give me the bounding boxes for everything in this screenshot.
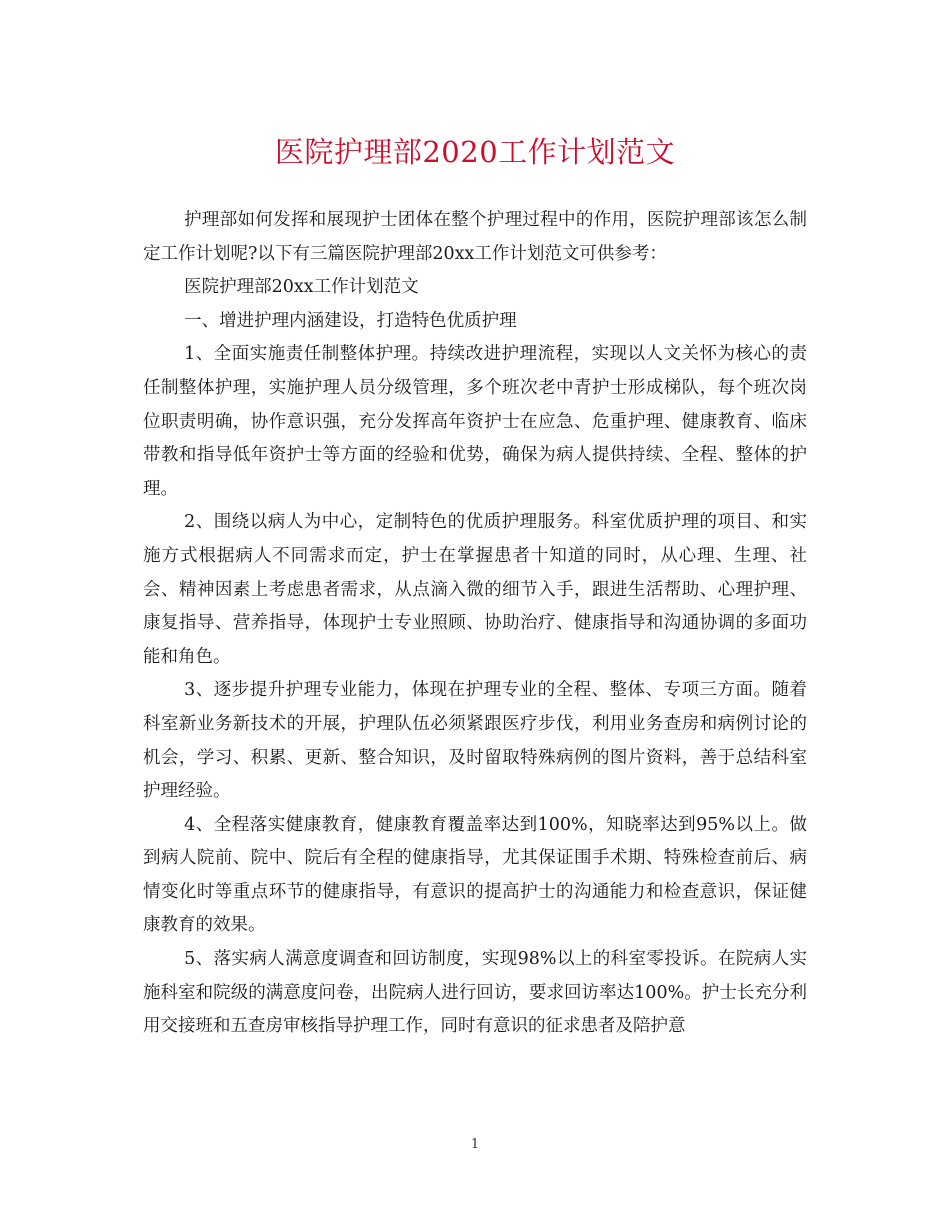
section-heading: 一、增进护理内涵建设，打造特色优质护理 (184, 310, 517, 331)
item-paragraph-2: 2、围绕以病人为中心，定制特色的优质护理服务。科室优质护理的项目、和实施方式根据病人不同需求而定，护士在掌握患者十知道的同时，从心理、生理、社会、精神因素上考虑患者需求，从点滴入微的细节入手，跟进生活帮助、心理护理、康复指导、营养指导，体现护士专业照顾、协助治疗、健康指导和沟通协调的多面功能和角色。 (143, 512, 807, 667)
subtitle-line: 医院护理部20xx工作计划范文 (184, 277, 419, 298)
page-number: 1 (470, 1137, 480, 1152)
document-body (143, 204, 807, 1044)
item-paragraph-3: 3、逐步提升护理专业能力，体现在护理专业的全程、整体、专项三方面。随着科室新业务新技术的开展，护理队伍必须紧跟医疗步伐，利用业务查房和病例讨论的机会，学习、积累、更新、整合知识，及时留取特殊病例的图片资料，善于总结科室护理经验。 (143, 680, 807, 802)
item-paragraph-1: 1、全面实施责任制整体护理。持续改进护理流程，实现以人文关怀为核心的责任制整体护理，实施护理人员分级管理，多个班次老中青护士形成梯队，每个班次岗位职责明确，协作意识强，充分发挥高年资护士在应急、危重护理、健康教育、临床带教和指导低年资护士等方面的经验和优势，确保为病人提供持续、全程、整体的护理。 (143, 344, 807, 499)
item-paragraph-4: 4、全程落实健康教育，健康教育覆盖率达到100%，知晓率达到95%以上。做到病人院前、院中、院后有全程的健康指导，尤其保证围手术期、特殊检查前后、病情变化时等重点环节的健康指导，有意识的提高护士的沟通能力和检查意识，保证健康教育的效果。 (143, 814, 807, 936)
intro-paragraph: 护理部如何发挥和展现护士团体在整个护理过程中的作用，医院护理部该怎么制定工作计划呢?以下有三篇医院护理部20xx工作计划范文可供参考： (143, 210, 807, 264)
item-paragraph-5: 5、落实病人满意度调查和回访制度，实现98%以上的科室零投诉。在院病人实施科室和院级的满意度问卷，出院病人进行回访，要求回访率达100%。护士长充分利用交接班和五查房审核指导护理工作，同时有意识的征求患者及陪护意 (143, 949, 807, 1037)
document-title: 医院护理部2020工作计划范文 (274, 135, 676, 169)
